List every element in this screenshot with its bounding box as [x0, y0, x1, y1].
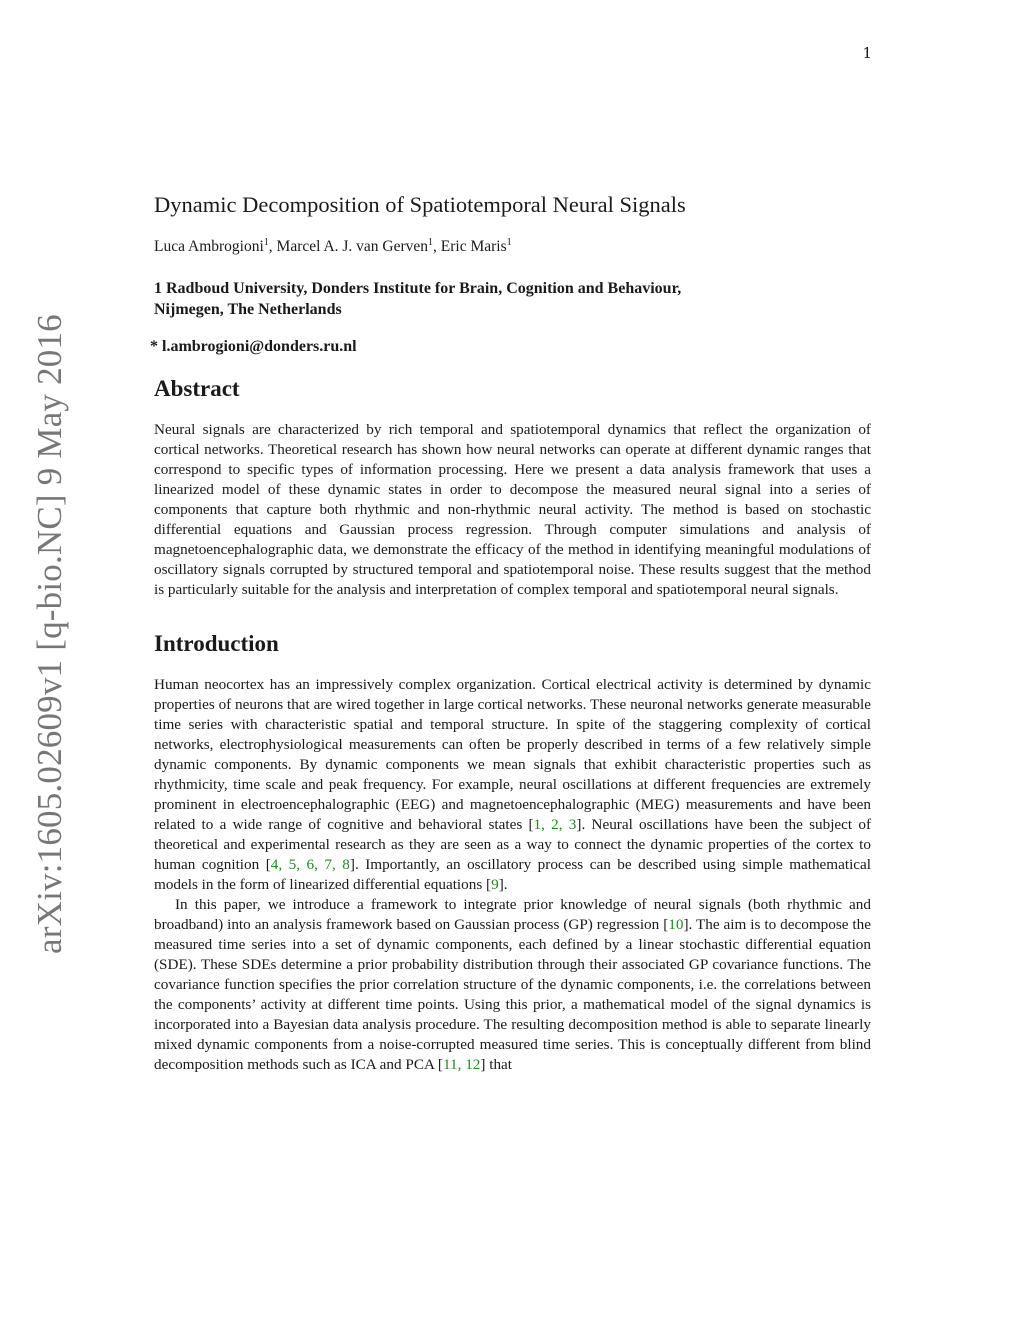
paper-body	[150, 192, 872, 1075]
affiliation: 1 Radboud University, Donders Institute for Brain, Cognition and Behaviour, Nijmegen, The Netherlands	[154, 280, 682, 319]
arxiv-identifier: arXiv:1605.02609v1 [q-bio.NC] 9 May 2016	[30, 314, 69, 954]
introduction-paragraph: In this paper, we introduce a framework to integrate prior knowledge of neural signals (both rhythmic and broadband) into an analysis framework based on Gaussian process (GP) regression [10]. The aim is to decompose the measured time series into a set of dynamic components, each defined by a linear stochastic differential equation (SDE). These SDEs determine a prior probability distribution through their associated GP covariance functions. The covariance function specifies the prior correlation structure of the dynamic components, i.e. the correlations between the components’ activity at different time points. Using this prior, a mathematical model of the signal dynamics is incorporated into a Bayesian data analysis procedure. The resulting decomposition method is able to separate linearly mixed dynamic components from a noise-corrupted measured time series. This is conceptually different from blind decomposition methods such as ICA and PCA [11, 12] that	[154, 896, 871, 1074]
corresponding-email: * l.ambrogioni@donders.ru.nl	[150, 338, 357, 356]
abstract-heading: Abstract	[154, 376, 240, 402]
abstract-text: Neural signals are characterized by rich temporal and spatiotemporal dynamics that reflect the organization of cortical networks. Theoretical research has shown how neural networks can operate at different dynamic ranges that correspond to specific types of information processing. Here we present a data analysis framework that uses a linearized model of these dynamic states in order to decompose the measured neural signal into a series of components that capture both rhythmic and non-rhythmic neural activity. The method is based on stochastic differential equations and Gaussian process regression. Through computer simulations and analysis of magnetoencephalographic data, we demonstrate the efficacy of the method in identifying meaningful modulations of oscillatory signals corrupted by structured temporal and spatiotemporal noise. These results suggest that the method is particularly suitable for the analysis and interpretation of complex temporal and spatiotemporal neural signals.	[154, 421, 871, 599]
introduction-heading: Introduction	[154, 631, 279, 657]
citation-link[interactable]: 10	[668, 916, 684, 934]
citation-link[interactable]: 1, 2, 3	[533, 816, 577, 834]
author: Eric Maris$^1$	[440, 237, 512, 256]
citation-link[interactable]: 4, 5, 6, 7, 8	[270, 856, 350, 874]
author: Luca Ambrogioni$^1$,	[154, 237, 277, 256]
page-number: 1	[862, 44, 872, 62]
citation-link[interactable]: 11, 12	[442, 1056, 481, 1074]
citation-link[interactable]: 9	[491, 876, 499, 894]
author-list	[154, 237, 871, 256]
paper-title: Dynamic Decomposition of Spatiotemporal Neural Signals	[154, 192, 686, 217]
introduction-paragraph: Human neocortex has an impressively complex organization. Cortical electrical activity is determined by dynamic properties of neurons that are wired together in large cortical networks. These neuronal networks generate measurable time series with characteristic spatial and temporal structure. In spite of the staggering complexity of cortical networks, electrophysiological measurements can often be properly described in terms of a few relatively simple dynamic components. By dynamic components we mean signals that exhibit characteristic properties such as rhythmicity, time scale and peak frequency. For example, neural oscillations at different frequencies are extremely prominent in electroencephalographic (EEG) and magnetoencephalographic (MEG) measurements and have been related to a wide range of cognitive and behavioral states [1, 2, 3]. Neural oscillations have been the subject of theoretical and experimental research as they are seen as a way to connect the dynamic properties of the cortex to human cognition [4, 5, 6, 7, 8]. Importantly, an oscillatory process can be described using simple mathematical models in the form of linearized differential equations [9].	[154, 676, 872, 894]
author: Marcel A. J. van Gerven$^1$,	[276, 237, 441, 256]
